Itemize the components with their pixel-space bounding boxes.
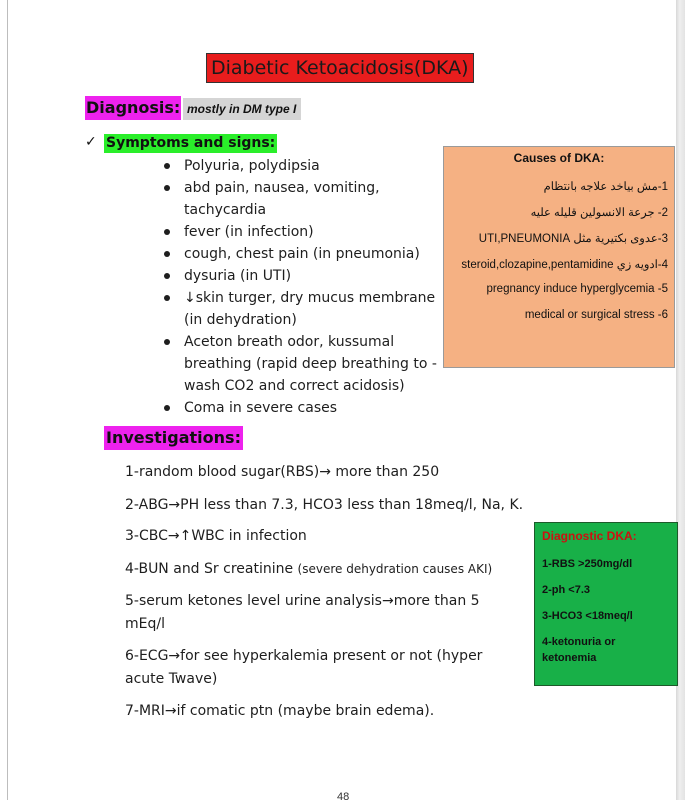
symptom-item: Polyuria, polydipsia	[162, 155, 444, 177]
symptom-item: dysuria (in UTI)	[162, 265, 444, 287]
investigation-item: 2-ABG→PH less than 7.3, HCO3 less than 18meq/l, Na, K.	[125, 497, 524, 513]
cause-item: 3-عدوى بكتيرية مثل UTI,PNEUMONIA	[478, 233, 668, 245]
investigation-item: 5-serum ketones level urine analysis→more than 5 mEq/l	[125, 593, 480, 632]
symptoms-list	[162, 155, 444, 419]
symptom-item: ↓skin turger, dry mucus membrane (in dehydration)	[162, 287, 444, 331]
symptom-item: Aceton breath odor, kussumal breathing (rapid deep breathing to -wash CO2 and correct acidosis)	[162, 331, 444, 397]
diagnosis-heading: Diagnosis:	[85, 96, 181, 120]
symptom-item: abd pain, nausea, vomiting, tachycardia	[162, 177, 444, 221]
cause-item: 1-مش بياخد علاجه بانتظام	[543, 181, 668, 193]
checkmark-icon: ✓	[85, 134, 97, 150]
symptom-item: cough, chest pain (in pneumonia)	[162, 243, 444, 265]
cause-item: pregnancy induce hyperglycemia -5	[486, 283, 668, 295]
cause-item: medical or surgical stress -6	[524, 309, 668, 321]
investigation-item: 1-random blood sugar(RBS)→ more than 250	[125, 464, 440, 480]
diagnostic-item: 4-ketonuria or ketonemia	[542, 636, 616, 664]
investigation-item: 4-BUN and Sr creatinine (severe dehydration causes AKI)	[125, 561, 493, 577]
symptoms-heading: Symptoms and signs:	[106, 135, 276, 151]
diagnostic-box	[534, 522, 678, 686]
diagnosis-note: mostly in DM type I	[183, 98, 301, 120]
investigations-heading: Investigations:	[104, 426, 243, 450]
investigation-item: 3-CBC→↑WBC in infection	[125, 528, 307, 544]
diagnostic-title: Diagnostic DKA:	[542, 529, 637, 543]
diagnostic-item: 1-RBS >250mg/dl	[542, 558, 633, 570]
cause-item: 2- جرعة الانسولين قليله عليه	[530, 207, 668, 219]
investigation-item: 7-MRI→if comatic ptn (maybe brain edema).	[125, 703, 435, 719]
causes-box	[443, 146, 675, 368]
symptom-item: Coma in severe cases	[162, 397, 444, 419]
diagnostic-item: 2-ph <7.3	[542, 584, 590, 596]
page-left-edge	[7, 0, 8, 800]
page-title: Diabetic Ketoacidosis(DKA)	[206, 53, 474, 83]
cause-item: 4-ادويه زي steroid,clozapine,pentamidine	[461, 259, 668, 271]
page-number: 48	[337, 791, 350, 803]
diagnostic-item: 3-HCO3 <18meq/l	[542, 610, 633, 622]
symptom-item: fever (in infection)	[162, 221, 444, 243]
investigation-item: 6-ECG→for see hyperkalemia present or not (hyper acute Twave)	[125, 648, 483, 687]
causes-title: Causes of DKA:	[513, 151, 605, 165]
